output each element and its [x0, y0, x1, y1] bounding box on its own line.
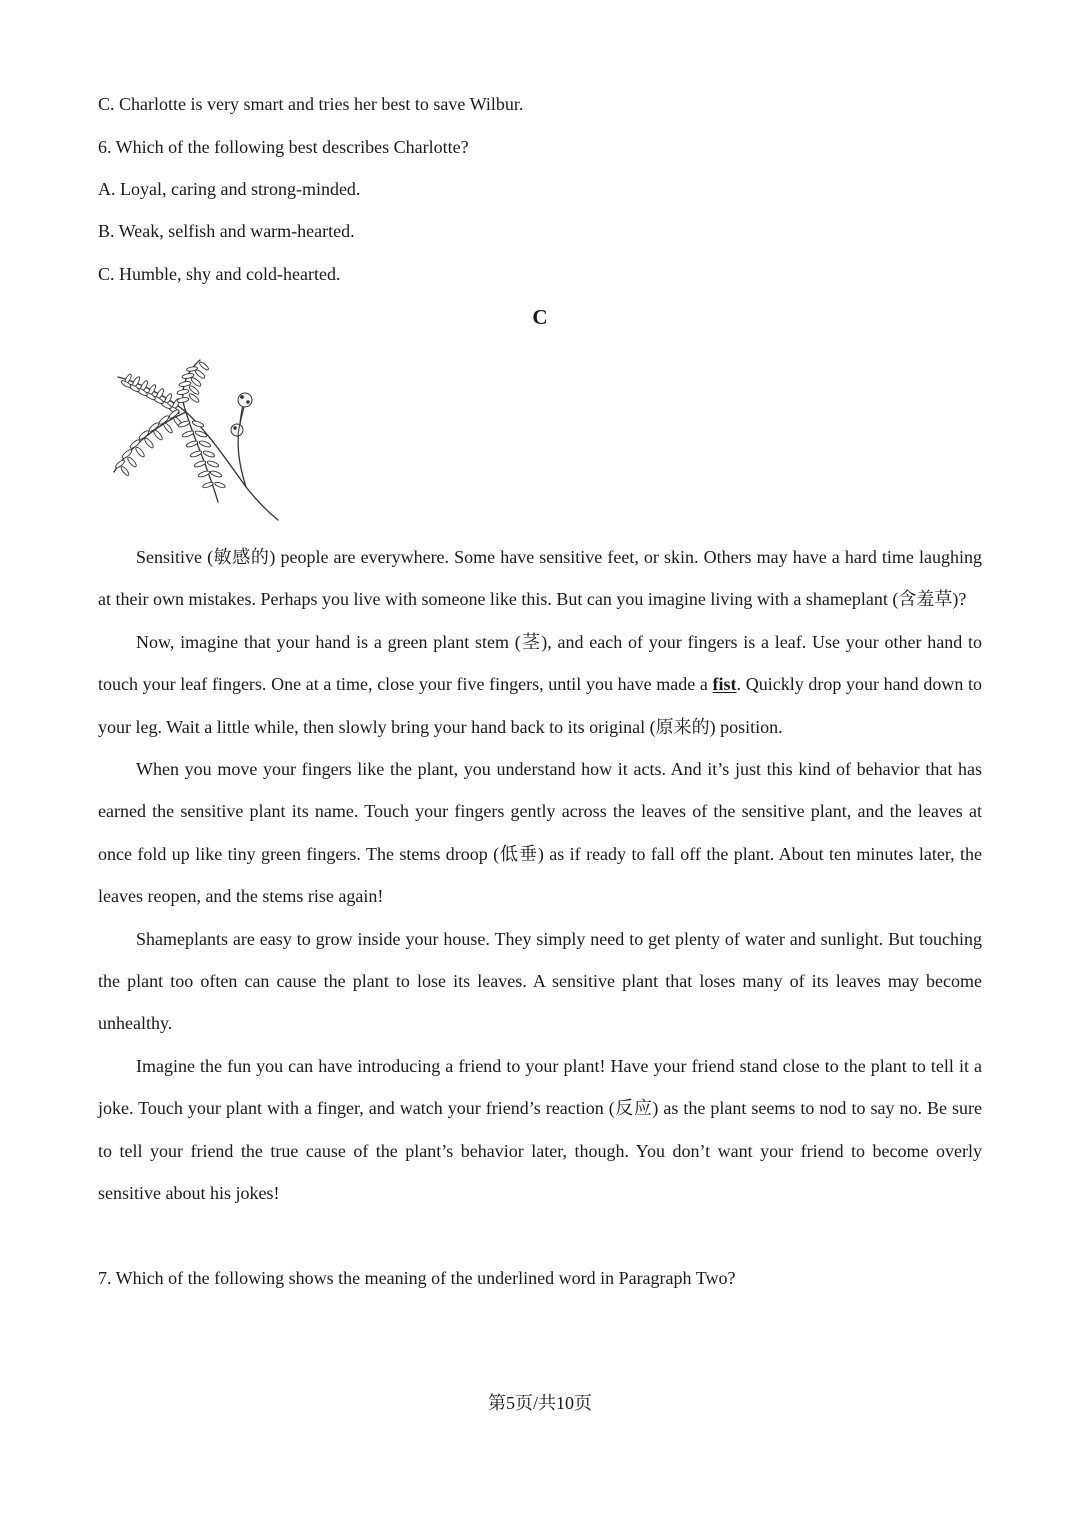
option-6b: B. Weak, selfish and warm-hearted.	[98, 221, 355, 241]
question-6: 6. Which of the following best describes Charlotte?	[98, 137, 469, 157]
question-7: 7. Which of the following shows the meaning of the underlined word in Paragraph Two?	[98, 1268, 736, 1288]
paragraph-4: Shameplants are easy to grow inside your house. They simply need to get plenty of water and sunlight. But touching the plant too often can cause the plant to lose its leaves. A sensitive plant that loses many of its leaves may become unhealthy.	[98, 928, 982, 1034]
paragraph-5: Imagine the fun you can have introducing a friend to your plant! Have your friend stand close to the plant to tell it a joke. Touch your plant with a finger, and watch your friend’s reaction (反应) as the plant seems to nod to say no. Be sure to tell your friend the true cause of the plant’s behavior later, though. You don’t want your friend to become overly sensitive about his jokes!	[98, 1055, 982, 1204]
paragraph-2-text-after: . Quickly drop your hand down to your leg. Wait a little while, then slowly bring your hand back to its original (原来的) position.	[98, 674, 982, 737]
option-6a: A. Loyal, caring and strong-minded.	[98, 179, 361, 199]
paragraph-1: Sensitive (敏感的) people are everywhere. Some have sensitive feet, or skin. Others may have a hard time laughing at their own mistakes. Perhaps you live with someone like this. But can you imagine living with a shameplant (含羞草)?	[98, 547, 982, 610]
section-heading: C	[532, 305, 548, 329]
paragraph-3: When you move your fingers like the plant, you understand how it acts. And it’s just this kind of behavior that has earned the sensitive plant its name. Touch your fingers gently across the leaves of the sensitive plant, and the leaves at once fold up like tiny green fingers. The stems droop (低垂) as if ready to fall off the plant. About ten minutes later, the leaves reopen, and the stems rise again!	[98, 759, 982, 907]
shameplant-illustration	[108, 352, 288, 524]
page-footer: 第5页/共10页	[487, 1393, 592, 1413]
option-6c: C. Humble, shy and cold-hearted.	[98, 264, 341, 284]
option-5c: C. Charlotte is very smart and tries her best to save Wilbur.	[98, 94, 524, 114]
underlined-keyword: fist	[712, 674, 737, 695]
paragraph-2	[98, 621, 982, 748]
paragraph-2-text-before: Now, imagine that your hand is a green plant stem (茎), and each of your fingers is a leaf. Use your other hand to touch your leaf fingers. One at a time, close your five fingers, until you have made a	[98, 631, 982, 695]
reading-passage	[98, 536, 982, 1215]
